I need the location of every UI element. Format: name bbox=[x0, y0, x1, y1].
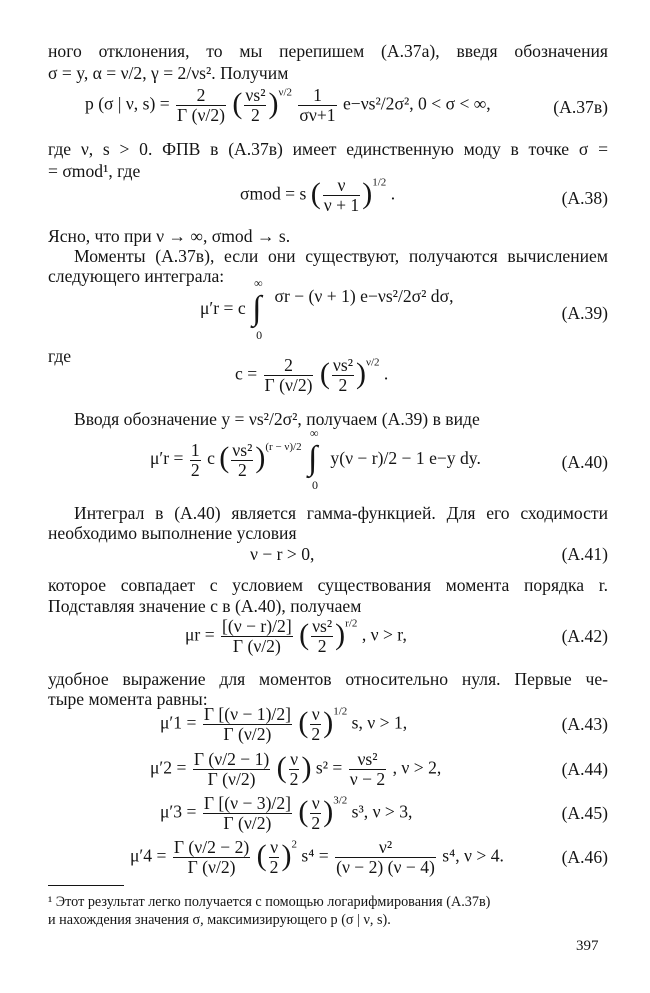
equation-a46: μ′4 = $\frac{\Gamma (\nu/2 - 2)}{\Gamma (\nu/2)}$ ( $\frac{\nu}{2}$ )$^2$ s⁴ = $\frac{\text{ν²}}{(\nu - 2) (\nu - 4)}$ s⁴, ν > 4. bbox=[130, 837, 504, 877]
equation-a41: ν − r > 0, bbox=[250, 544, 315, 564]
text-line: ного отклонения, то мы перепишем (А.37а), введя обозначения bbox=[48, 41, 608, 61]
text-line: следующего интеграла: bbox=[48, 266, 225, 286]
equation-a43: μ′1 = $\frac{\Gamma [(\nu - 1)/2]}{\Gamma (\nu/2)}$ ( $\frac{\nu}{2}$ )$^{1/2}$ s, ν > 1, bbox=[160, 704, 408, 744]
equation-number: (А.46) bbox=[561, 847, 608, 867]
footnote-rule bbox=[48, 885, 124, 886]
text-line: Подставляя значение c в (А.40), получаем bbox=[48, 596, 362, 616]
text-line: тыре момента равны: bbox=[48, 689, 208, 709]
equation-a37v: p (σ | ν, s) = $\frac{2}{\Gamma (\nu/2)}$ ( $\frac{\text{νs²}}{2}$ )$^{\nu/2}$ $\frac{1}{\sigma\nu+1}$ e−νs²/2σ², 0 < σ < ∞, bbox=[85, 85, 491, 125]
equation-number: (А.43) bbox=[561, 714, 608, 734]
text-line: Ясно, что при ν → ∞, σmod → s. bbox=[48, 226, 291, 246]
text-line: необходимо выполнение условия bbox=[48, 523, 297, 543]
text-line: Моменты (А.37в), если они существуют, получаются вычислением bbox=[74, 246, 608, 266]
text-line: Вводя обозначение y = νs²/2σ², получаем (А.39) в виде bbox=[74, 409, 480, 429]
equation-a44: μ′2 = $\frac{\Gamma (\nu/2 - 1)}{\Gamma (\nu/2)}$ ( $\frac{\nu}{2}$ ) s² = $\frac{\text{νs²}}{\nu - 2}$ , ν > 2, bbox=[150, 749, 442, 789]
equation-number: (А.39) bbox=[561, 303, 608, 323]
equation-a39: μ′r = c ∫ ∞ 0 σr − (ν + 1) e−νs²/2σ² dσ, bbox=[200, 276, 454, 342]
equation-number: (А.37в) bbox=[553, 97, 608, 117]
equation-number: (А.41) bbox=[561, 544, 608, 564]
equation-number: (А.45) bbox=[561, 803, 608, 823]
text-line: которое совпадает с условием существования момента порядка r. bbox=[48, 575, 608, 595]
equation-a45: μ′3 = $\frac{\Gamma [(\nu - 3)/2]}{\Gamma (\nu/2)}$ ( $\frac{\nu}{2}$ )$^{3/2}$ s³, ν > 3, bbox=[160, 793, 413, 833]
equation-a38: σmod = s ( $\frac{\nu}{\nu + 1}$ )$^{1/2}$ . bbox=[240, 175, 396, 215]
text-line: удобное выражение для моментов относительно нуля. Первые че- bbox=[48, 669, 608, 689]
text-line: σ = y, α = ν/2, γ = 2/νs². Получим bbox=[48, 63, 289, 83]
text-line: Интеграл в (А.40) является гамма-функцией. Для его сходимости bbox=[74, 503, 608, 523]
equation-number: (А.38) bbox=[561, 188, 608, 208]
equation-number: (А.40) bbox=[561, 452, 608, 472]
equation-number: (А.42) bbox=[561, 626, 608, 646]
text-line: = σmod¹, где bbox=[48, 161, 141, 181]
equation-a40: μ′r = $\frac{1}{2}$ c ( $\frac{\text{νs²}}{2}$ )$^{(r - \nu)/2}$ ∫ ∞ 0 y(ν − r)/2 − 1 e−y dy. bbox=[150, 426, 481, 492]
equation-a42: μr = $\frac{[(\nu - r)/2]}{\Gamma (\nu/2)}$ ( $\frac{\text{νs²}}{2}$ )$^{r/2}$ , ν > r, bbox=[185, 616, 407, 656]
equation-number: (А.44) bbox=[561, 759, 608, 779]
footnote-line: и нахождения значения σ, максимизирующего p (σ | ν, s). bbox=[48, 912, 391, 928]
equation-c: c = $\frac{2}{\Gamma (\nu/2)}$ ( $\frac{\text{νs²}}{2}$ )$^{\nu/2}$ . bbox=[235, 355, 389, 395]
page-number: 397 bbox=[576, 938, 599, 954]
text-line: где bbox=[48, 346, 72, 366]
footnote-line: ¹ Этот результат легко получается с помощью логарифмирования (А.37в) bbox=[48, 894, 491, 910]
text-line: где ν, s > 0. ФПВ в (А.37в) имеет единственную моду в точке σ = bbox=[48, 139, 608, 159]
